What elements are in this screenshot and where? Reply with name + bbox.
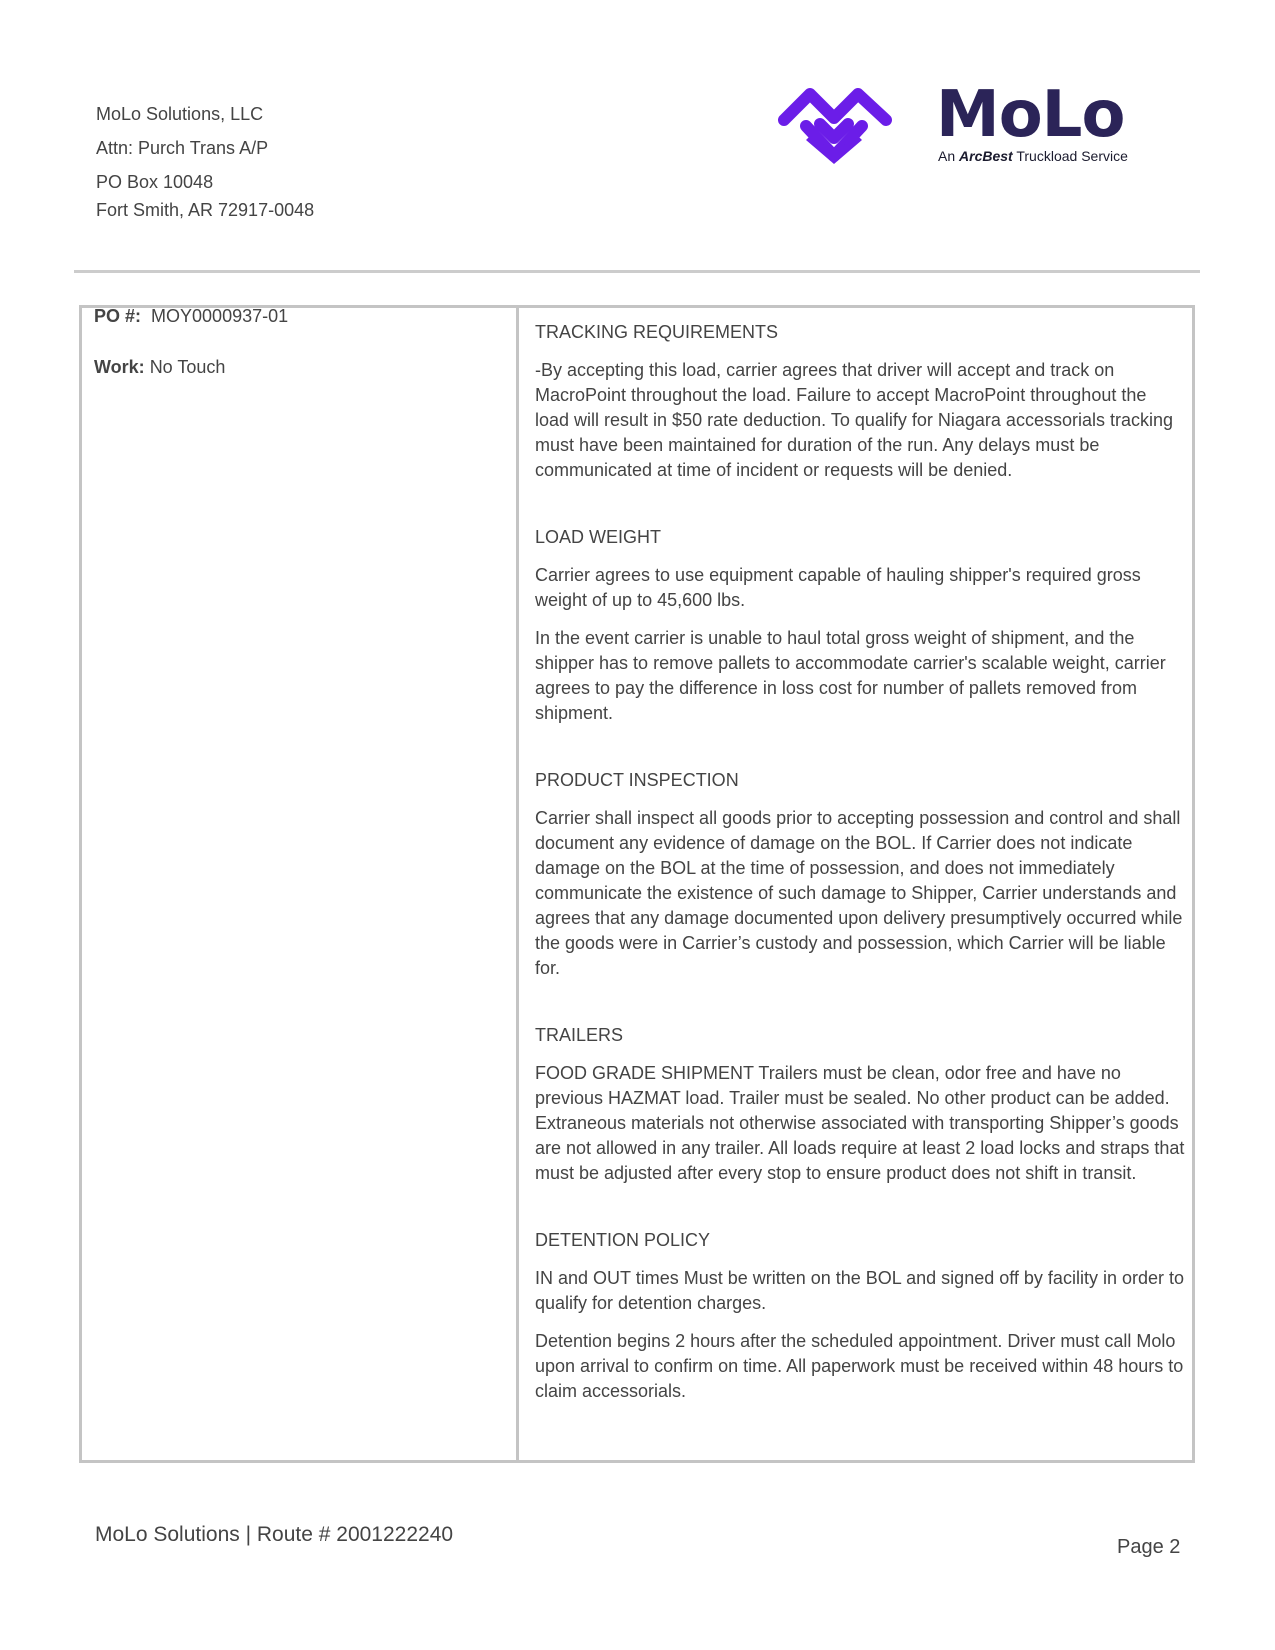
section-title: TRACKING REQUIREMENTS <box>535 322 779 342</box>
molo-logo-mark-icon <box>776 84 911 176</box>
section-title: DETENTION POLICY <box>535 1230 711 1250</box>
section-paragraph: FOOD GRADE SHIPMENT Trailers must be clean, odor free and have no previous HAZMAT load. Trailer must be sealed. No other product can be added. Extraneous materials not otherwise associated with transporting Shipper’s goods are not allowed in any trailer. All loads require at least 2 load locks and straps that must be adjusted after every stop to ensure product does not shift in transit. <box>535 1063 1185 1183</box>
section-paragraph: In the event carrier is unable to haul total gross weight of shipment, and the shipper has to remove pallets to accommodate carrier's scalable weight, carrier agrees to pay the difference in loss cost for number of pallets removed from shipment. <box>535 628 1166 723</box>
page-number: Page 2 <box>1117 1536 1181 1558</box>
section-detention <box>535 1228 1185 1404</box>
molo-logo <box>776 78 1156 176</box>
section-paragraph: Carrier agrees to use equipment capable of hauling shipper's required gross weight of up to 45,600 lbs. <box>535 565 1141 610</box>
city-state-zip: Fort Smith, AR 72917-0048 <box>96 200 315 220</box>
section-paragraph: Carrier shall inspect all goods prior to accepting possession and control and shall document any evidence of damage on the BOL. If Carrier does not indicate damage on the BOL at the time of possession, and does not immediately communicate the existence of such damage to Shipper, Carrier understands and agrees that any damage documented upon delivery presumptively occurred while the goods were in Carrier’s custody and possession, which Carrier will be liable for. <box>535 808 1183 978</box>
company-name: MoLo Solutions, LLC <box>96 104 264 124</box>
header-divider <box>74 270 1200 273</box>
attention-line: Attn: Purch Trans A/P <box>96 138 269 158</box>
section-trailers <box>535 1023 1185 1186</box>
logo-tagline: An ArcBest Truckload Service <box>938 148 1128 164</box>
section-paragraph: Detention begins 2 hours after the scheduled appointment. Driver must call Molo upon arrival to confirm on time. All paperwork must be received within 48 hours to claim accessorials. <box>535 1331 1184 1401</box>
logo-wordmark: MoLo <box>936 78 1125 152</box>
terms-column <box>535 320 1185 1446</box>
section-paragraph: IN and OUT times Must be written on the BOL and signed off by facility in order to qualify for detention charges. <box>535 1268 1184 1313</box>
column-divider <box>516 305 519 1463</box>
work-type: Work: No Touch <box>94 357 226 377</box>
po-number: PO #: MOY0000937-01 <box>94 306 289 326</box>
section-title: PRODUCT INSPECTION <box>535 770 739 790</box>
section-product-inspection <box>535 768 1185 981</box>
section-title: LOAD WEIGHT <box>535 527 662 547</box>
section-tracking <box>535 320 1185 483</box>
po-box: PO Box 10048 <box>96 172 214 192</box>
footer-route: MoLo Solutions | Route # 2001222240 <box>95 1523 454 1546</box>
section-load-weight <box>535 525 1185 726</box>
section-title: TRAILERS <box>535 1025 624 1045</box>
section-paragraph: -By accepting this load, carrier agrees that driver will accept and track on MacroPoint throughout the load. Failure to accept MacroPoint throughout the load will result in $50 rate deduction. To qualify for Niagara accessorials tracking must have been maintained for duration of the run. Any delays must be communicated at time of incident or requests will be denied. <box>535 360 1173 480</box>
